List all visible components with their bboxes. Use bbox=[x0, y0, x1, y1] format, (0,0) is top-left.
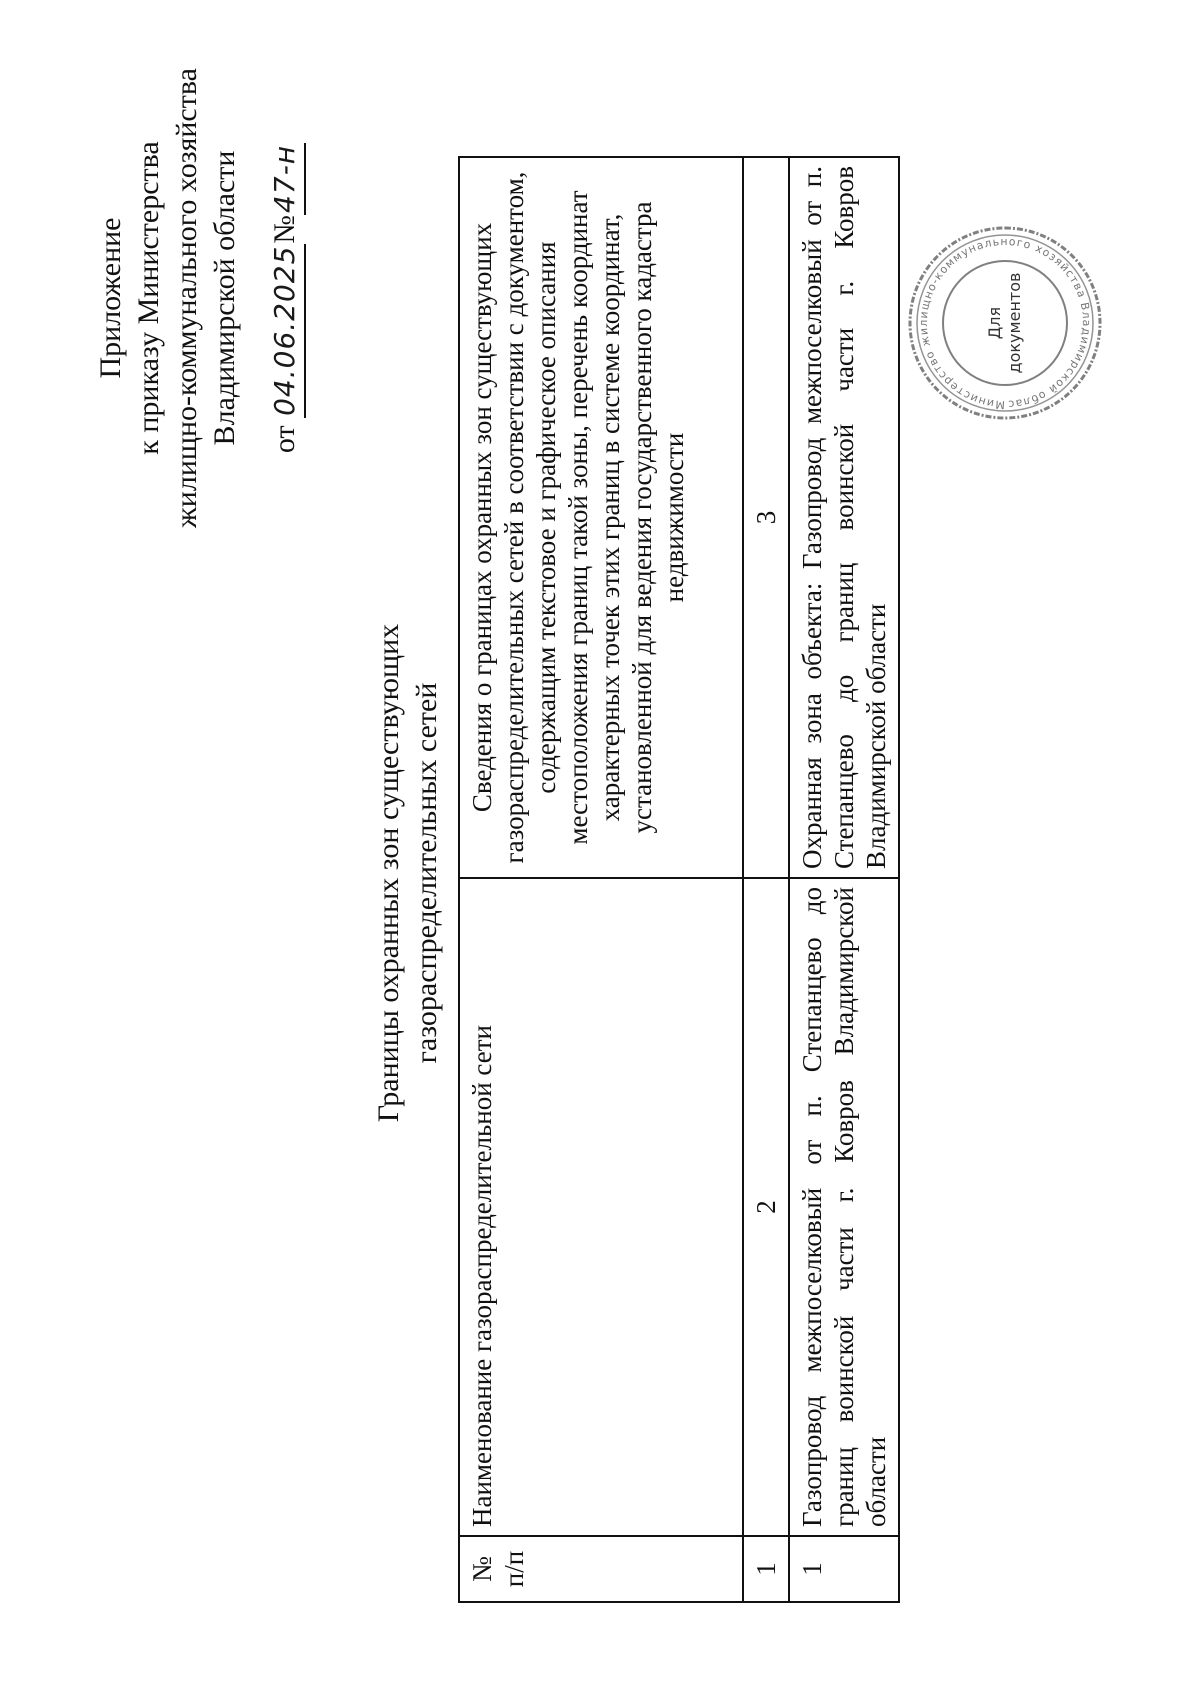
appendix-line: к приказу Министерства bbox=[132, 141, 165, 455]
row-number: 1 bbox=[789, 1536, 899, 1602]
stamp-center bbox=[905, 223, 1105, 423]
appendix-title: Приложение bbox=[94, 217, 127, 379]
table-header-row bbox=[459, 157, 743, 1602]
zones-table bbox=[458, 156, 900, 1603]
number-label: № bbox=[268, 214, 301, 244]
column-number: 3 bbox=[743, 157, 789, 878]
official-stamp bbox=[905, 223, 1105, 423]
appendix-line: жилищно-коммунального хозяйства bbox=[170, 68, 203, 528]
from-label: от bbox=[268, 425, 301, 454]
stamp-ring-text: Министерство жилищно-коммунального хозяйства Владимирской облас bbox=[916, 234, 1094, 412]
row-zone-info: Охранная зона объекта: Газопровод межпоселковый от п. Степанцево до границ воинской части г. Ковров Владимирской области bbox=[789, 157, 899, 878]
header-network-name: Наименование газораспределительной сети bbox=[459, 878, 743, 1536]
column-number: 1 bbox=[743, 1536, 789, 1602]
column-number-row bbox=[743, 157, 789, 1602]
document-title bbox=[370, 513, 446, 1233]
appendix-block bbox=[92, 58, 306, 538]
header-zone-info: Сведения о границах охранных зон существующих газораспределительных сетей в соответствии с документом, содержащим текстовое и графическое описания местоположения границ такой зоны, перечень координат характерных точек этих границ в системе координат, установленной для ведения государственного кадастра недвижимости bbox=[459, 157, 743, 878]
order-reference bbox=[266, 58, 306, 538]
handwritten-number: 47-н bbox=[266, 143, 306, 215]
stamp-center-line: Для bbox=[985, 306, 1004, 340]
handwritten-date: 04.06.2025 bbox=[266, 244, 306, 418]
stamp-center-line: документов bbox=[1005, 272, 1024, 374]
column-number: 2 bbox=[743, 878, 789, 1536]
title-line: газораспределительных сетей bbox=[410, 682, 443, 1064]
appendix-line: Владимирской области bbox=[208, 150, 241, 446]
row-network-name: Газопровод межпоселковый от п. Степанцево до границ воинской части г. Ковров Владимирской области bbox=[789, 878, 899, 1536]
title-line: Границы охранных зон существующих bbox=[372, 623, 405, 1123]
table-row bbox=[789, 157, 899, 1602]
header-number: № п/п bbox=[459, 1536, 743, 1602]
